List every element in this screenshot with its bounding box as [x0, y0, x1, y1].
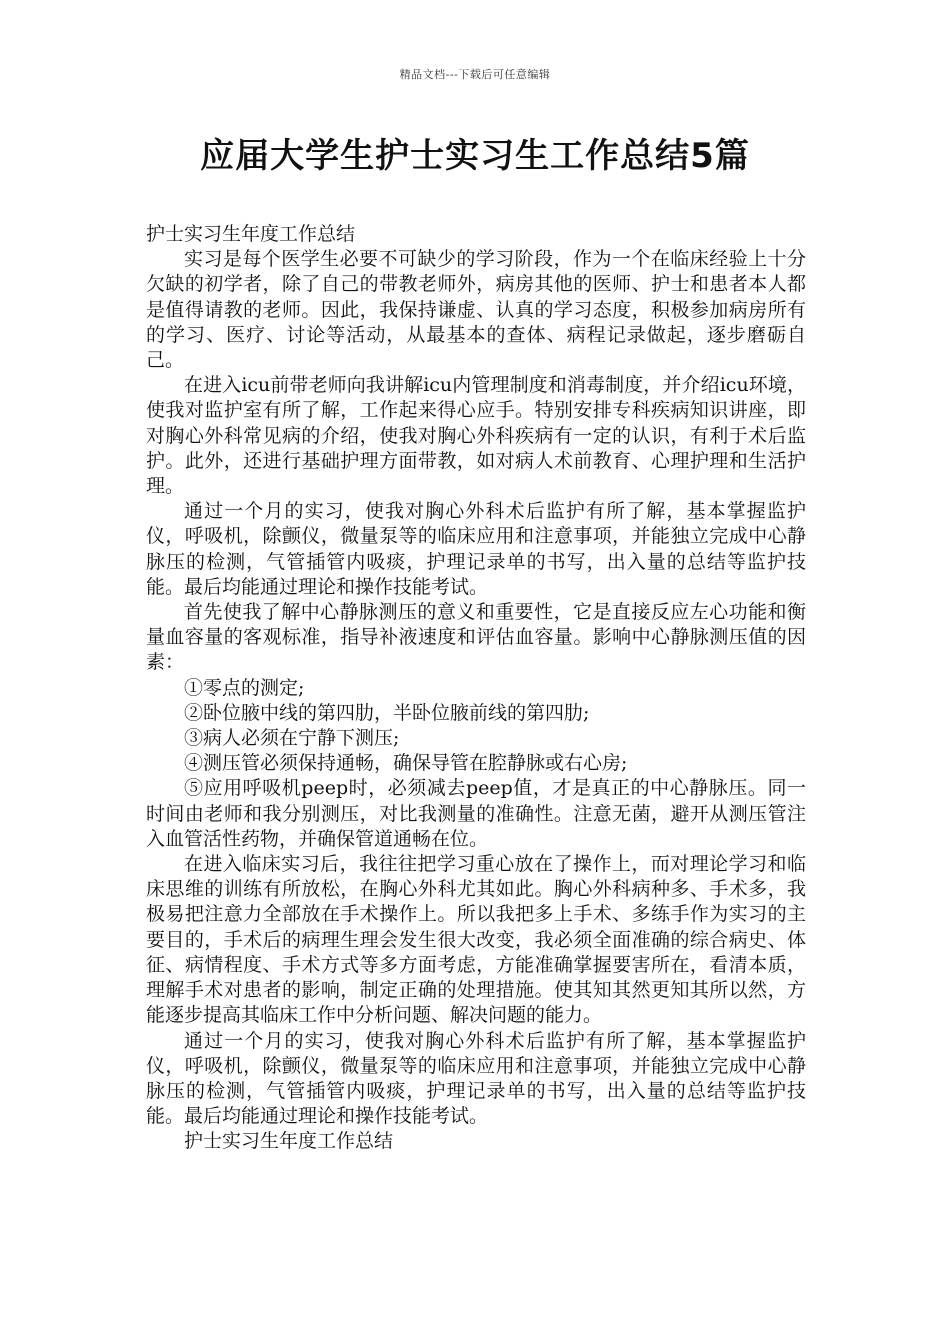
list-item-4: ④测压管必须保持通畅，确保导管在腔静脉或右心房;: [184, 752, 628, 775]
section-heading-2: 护士实习生年度工作总结: [184, 1130, 394, 1153]
document-body: [146, 222, 806, 1155]
paragraph-4: 首先使我了解中心静脉测压的意义和重要性，它是直接反应左心功能和衡量血容量的客观标准，指导补液速度和评估血容量。影响中心静脉测压值的因素：: [146, 601, 806, 674]
paragraph-3: 通过一个月的实习，使我对胸心外科术后监护有所了解，基本掌握监护仪，呼吸机，除颤仪，微量泵等的临床应用和注意事项，并能独立完成中心静脉压的检测，气管插管内吸痰，护理记录单的书写，出入量的总结等监护技能。最后均能通过理论和操作技能考试。: [146, 500, 806, 598]
list-item-5: ⑤应用呼吸机peep时，必须减去peep值，才是真正的中心静脉压。同一时间由老师和我分别测压，对比我测量的准确性。注意无菌，避开从测压管注入血管活性药物，并确保管道通畅在位。: [146, 777, 806, 850]
section-heading: 护士实习生年度工作总结: [146, 223, 356, 245]
list-item-2: ②卧位腋中线的第四肋，半卧位腋前线的第四肋;: [184, 701, 590, 724]
paragraph-6: 通过一个月的实习，使我对胸心外科术后监护有所了解，基本掌握监护仪，呼吸机，除颤仪，微量泵等的临床应用和注意事项，并能独立完成中心静脉压的检测，气管插管内吸痰，护理记录单的书写，出入量的总结等监护技能。最后均能通过理论和操作技能考试。: [146, 1029, 806, 1128]
list-item-3: ③病人必须在宁静下测压;: [184, 727, 400, 750]
header-note: 精品文档---下载后可任意编辑: [399, 68, 551, 81]
paragraph-2: 在进入icu前带老师向我讲解icu内管理制度和消毒制度，并介绍icu环境，使我对监护室有所了解，工作起来得心应手。特别安排专科疾病知识讲座，即对胸心外科常见病的介绍，使我对胸心外科疾病有一定的认识，有利于术后监护。此外，还进行基础护理方面带教，如对病人术前教育、心理护理和生活护理。: [146, 374, 806, 498]
paragraph-1: 实习是每个医学生必要不可缺少的学习阶段，作为一个在临床经验上十分欠缺的初学者，除了自己的带教老师外，病房其他的医师、护士和患者本人都是值得请教的老师。因此，我保持谦虚、认真的学习态度，积极参加病房所有的学习、医疗、讨论等活动，从最基本的查体、病程记录做起，逐步磨砺自己。: [146, 248, 806, 372]
paragraph-5: 在进入临床实习后，我往往把学习重心放在了操作上，而对理论学习和临床思维的训练有所放松，在胸心外科尤其如此。胸心外科病种多、手术多，我极易把注意力全部放在手术操作上。所以我把多上手术、多练手作为实习的主要目的，手术后的病理生理会发生很大改变，我必须全面准确的综合病史、体征、病情程度、手术方式等多方面考虑，方能准确掌握要害所在，看清本质，理解手术对患者的影响，制定正确的处理措施。使其知其然更知其所以然，方能逐步提高其临床工作中分析问题、解决问题的能力。: [146, 853, 806, 1027]
list-item-1: ①零点的测定;: [184, 676, 305, 699]
document-title: 应届大学生护士实习生工作总结5篇: [200, 136, 750, 176]
